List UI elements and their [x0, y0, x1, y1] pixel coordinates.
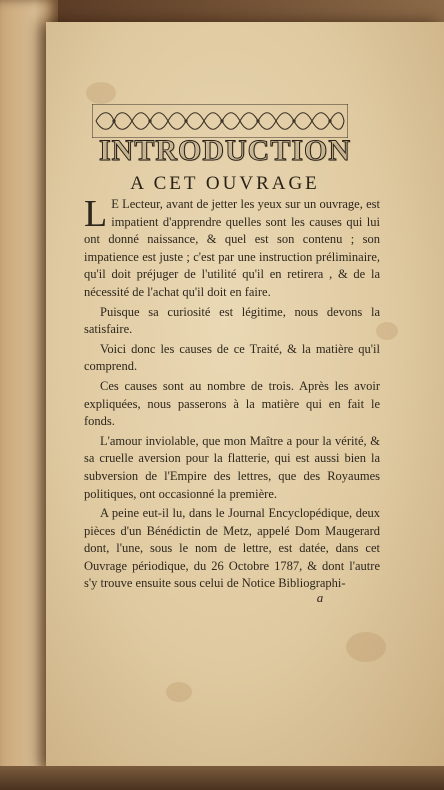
ornamental-rule: [92, 104, 348, 138]
paragraph: Voici donc les causes de ce Traité, & la matière qu'il comprend.: [84, 341, 380, 374]
page-subtitle: A CET OUVRAGE: [130, 173, 320, 194]
heading: [90, 134, 360, 196]
paper-stain: [346, 632, 386, 662]
paragraph: [84, 193, 380, 302]
paragraph: A peine eut-il lu, dans le Journal Encyclopédique, deux pièces d'un Bénédictin de Metz, appelé Dom Maugerard dont, l'une, sous le nom de lettre, est datée, dans cet Ouvrage périodique, du 26 Octobre 1787, & dont l'autre s'y trouve ensuite sous celui de Notice Bibliographi-: [84, 506, 380, 591]
body-text: [84, 193, 380, 595]
page-bottom-edge: [0, 766, 444, 790]
paragraph-text: E Lecteur, avant de jetter les yeux sur un ouvrage, est impatient d'apprendre quelles sont les causes qui lui ont donné naissance, & quel est son contenu ; son impatience est juste ; c'est par une instruction préliminaire, qu'il doit préjuger de l'utilité qu'il en retirera , & de la nécessité de l'achat qu'il doit en faire.: [84, 197, 380, 299]
paper-stain: [166, 682, 192, 702]
paragraph: L'amour inviolable, que mon Maître a pour la vérité, & sa cruelle aversion pour la flatterie, qui est aussi bien la subversion de l'Empire des lettres, que des Royaumes politiques, ont occasionné la première.: [84, 433, 380, 501]
paper-stain: [86, 82, 116, 104]
paragraph: Puisque sa curiosité est légitime, nous devons la satisfaire.: [84, 304, 380, 337]
paragraph: Ces causes sont au nombre de trois. Après les avoir expliquées, nous passerons à la matière qui en fait le fonds.: [84, 378, 380, 429]
page-title: INTRODUCTION: [98, 134, 352, 167]
signature-mark: a: [316, 590, 324, 605]
drop-cap: L: [84, 193, 108, 235]
